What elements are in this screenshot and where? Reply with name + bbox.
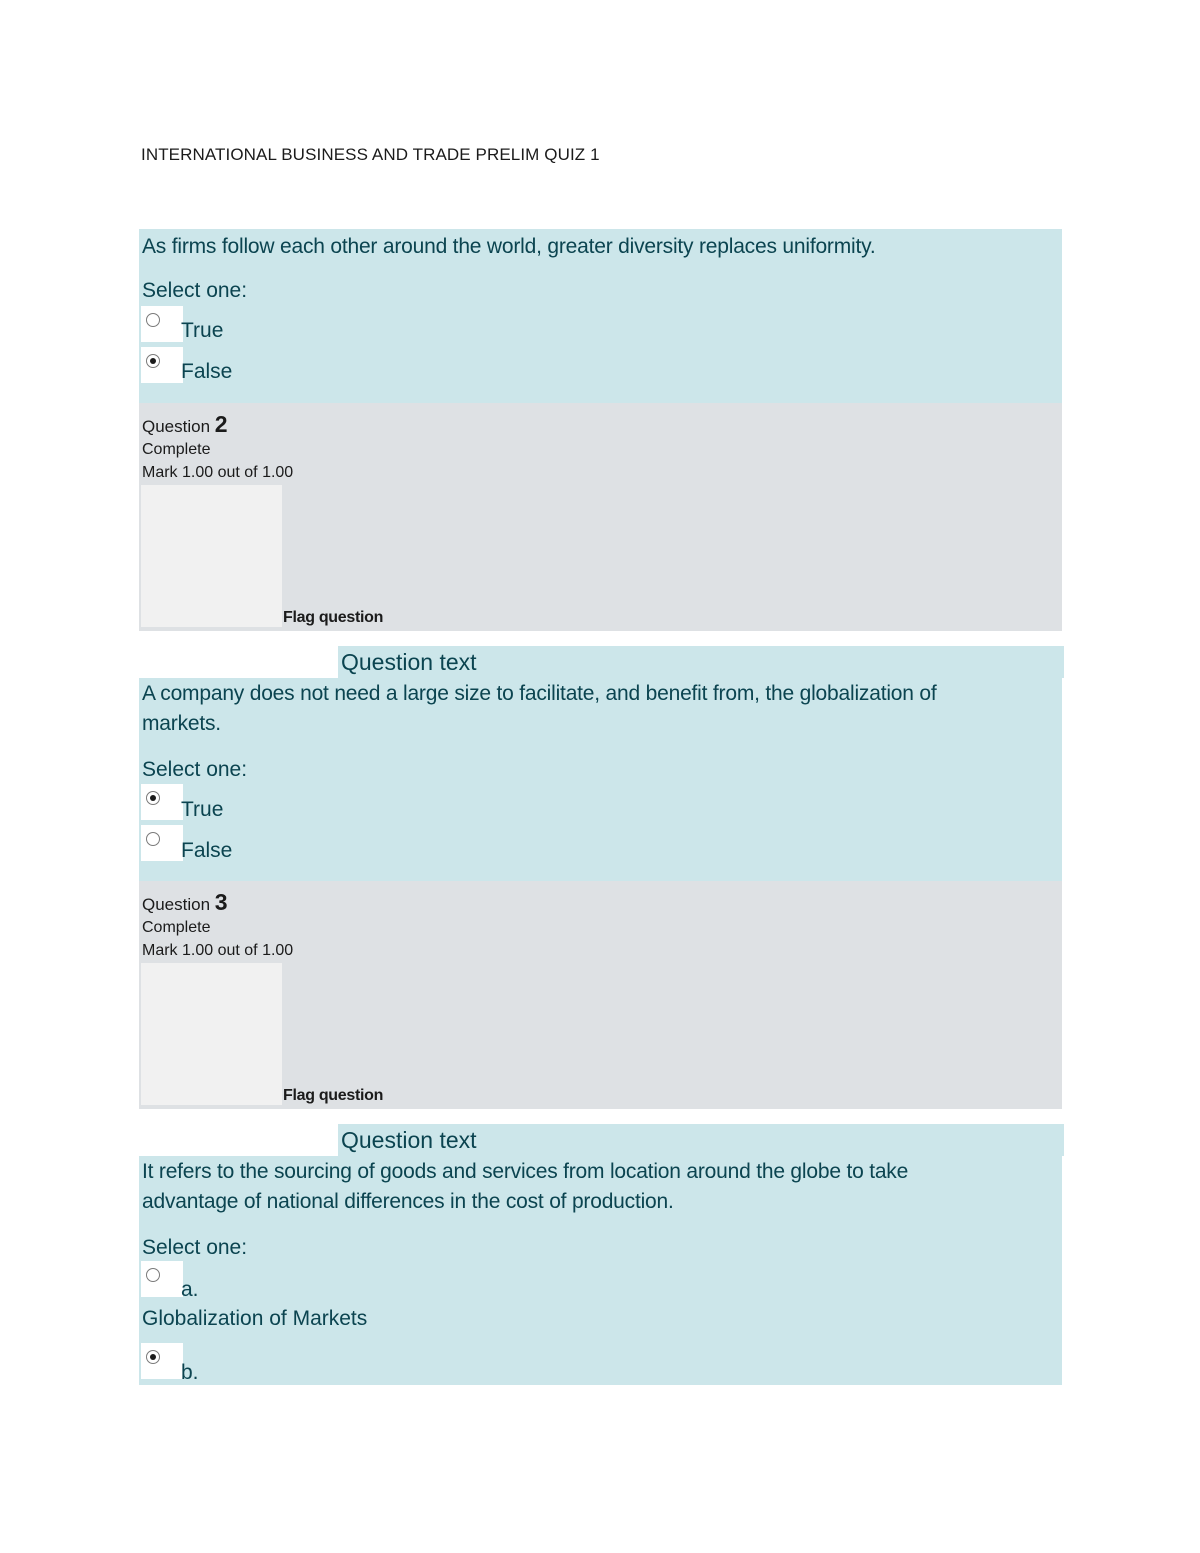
question-2-select-label: Select one: bbox=[142, 758, 248, 781]
radio-unchecked-icon[interactable] bbox=[146, 832, 160, 846]
question-1-text: As firms follow each other around the world, greater diversity replaces uniformity. bbox=[142, 235, 876, 258]
question-2-option-false-label[interactable]: False bbox=[181, 839, 233, 862]
question-2-text-line-2: markets. bbox=[142, 712, 221, 735]
question-2-flag-question[interactable]: Flag question bbox=[283, 609, 384, 626]
question-3-option-a[interactable] bbox=[141, 1261, 183, 1297]
question-3-option-b[interactable] bbox=[141, 1343, 183, 1379]
radio-checked-icon[interactable] bbox=[146, 1350, 160, 1364]
radio-checked-icon[interactable] bbox=[146, 354, 160, 368]
question-3-heading-band bbox=[338, 1124, 1064, 1156]
question-1-answer-block bbox=[139, 229, 1062, 403]
question-1-option-true[interactable] bbox=[141, 306, 183, 342]
question-2-text-line-1: A company does not need a large size to facilitate, and benefit from, the globalization of bbox=[142, 682, 937, 705]
question-3-option-b-letter[interactable]: b. bbox=[181, 1361, 199, 1384]
question-2-number-line bbox=[142, 411, 228, 438]
question-2-option-false[interactable] bbox=[141, 825, 183, 861]
question-2-option-true[interactable] bbox=[141, 784, 183, 820]
question-3-state: Complete bbox=[142, 919, 211, 936]
question-2-flag-box[interactable] bbox=[141, 485, 282, 627]
question-3-heading: Question text bbox=[341, 1127, 477, 1153]
question-3-option-a-letter[interactable]: a. bbox=[181, 1278, 199, 1301]
question-1-option-true-label[interactable]: True bbox=[181, 319, 224, 342]
question-3-prefix: Question bbox=[142, 895, 211, 914]
document-title: INTERNATIONAL BUSINESS AND TRADE PRELIM QUIZ 1 bbox=[141, 145, 600, 164]
question-2-number: 2 bbox=[214, 411, 228, 437]
question-3-text-line-2: advantage of national differences in the cost of production. bbox=[142, 1190, 674, 1213]
question-3-flag-box[interactable] bbox=[141, 963, 282, 1105]
question-3-number: 3 bbox=[214, 889, 228, 915]
question-2-info-block bbox=[139, 403, 1062, 631]
question-3-info-block bbox=[139, 881, 1062, 1109]
radio-checked-icon[interactable] bbox=[146, 791, 160, 805]
question-3-answer-block bbox=[139, 1156, 1062, 1385]
question-2-option-true-label[interactable]: True bbox=[181, 798, 224, 821]
question-3-option-a-label[interactable]: Globalization of Markets bbox=[142, 1307, 368, 1330]
question-2-heading-band bbox=[338, 646, 1064, 678]
question-1-select-label: Select one: bbox=[142, 279, 248, 302]
question-1-option-false[interactable] bbox=[141, 347, 183, 383]
radio-unchecked-icon[interactable] bbox=[146, 313, 160, 327]
question-2-prefix: Question bbox=[142, 417, 211, 436]
question-1-option-false-label[interactable]: False bbox=[181, 360, 233, 383]
question-2-answer-block bbox=[139, 678, 1062, 881]
question-3-text-line-1: It refers to the sourcing of goods and services from location around the globe to take bbox=[142, 1160, 909, 1183]
question-3-mark: Mark 1.00 out of 1.00 bbox=[142, 942, 294, 959]
question-2-mark: Mark 1.00 out of 1.00 bbox=[142, 464, 294, 481]
question-2-state: Complete bbox=[142, 441, 211, 458]
question-3-number-line bbox=[142, 889, 228, 916]
question-3-flag-question[interactable]: Flag question bbox=[283, 1087, 384, 1104]
radio-unchecked-icon[interactable] bbox=[146, 1268, 160, 1282]
question-2-heading: Question text bbox=[341, 649, 477, 675]
question-3-select-label: Select one: bbox=[142, 1236, 248, 1259]
